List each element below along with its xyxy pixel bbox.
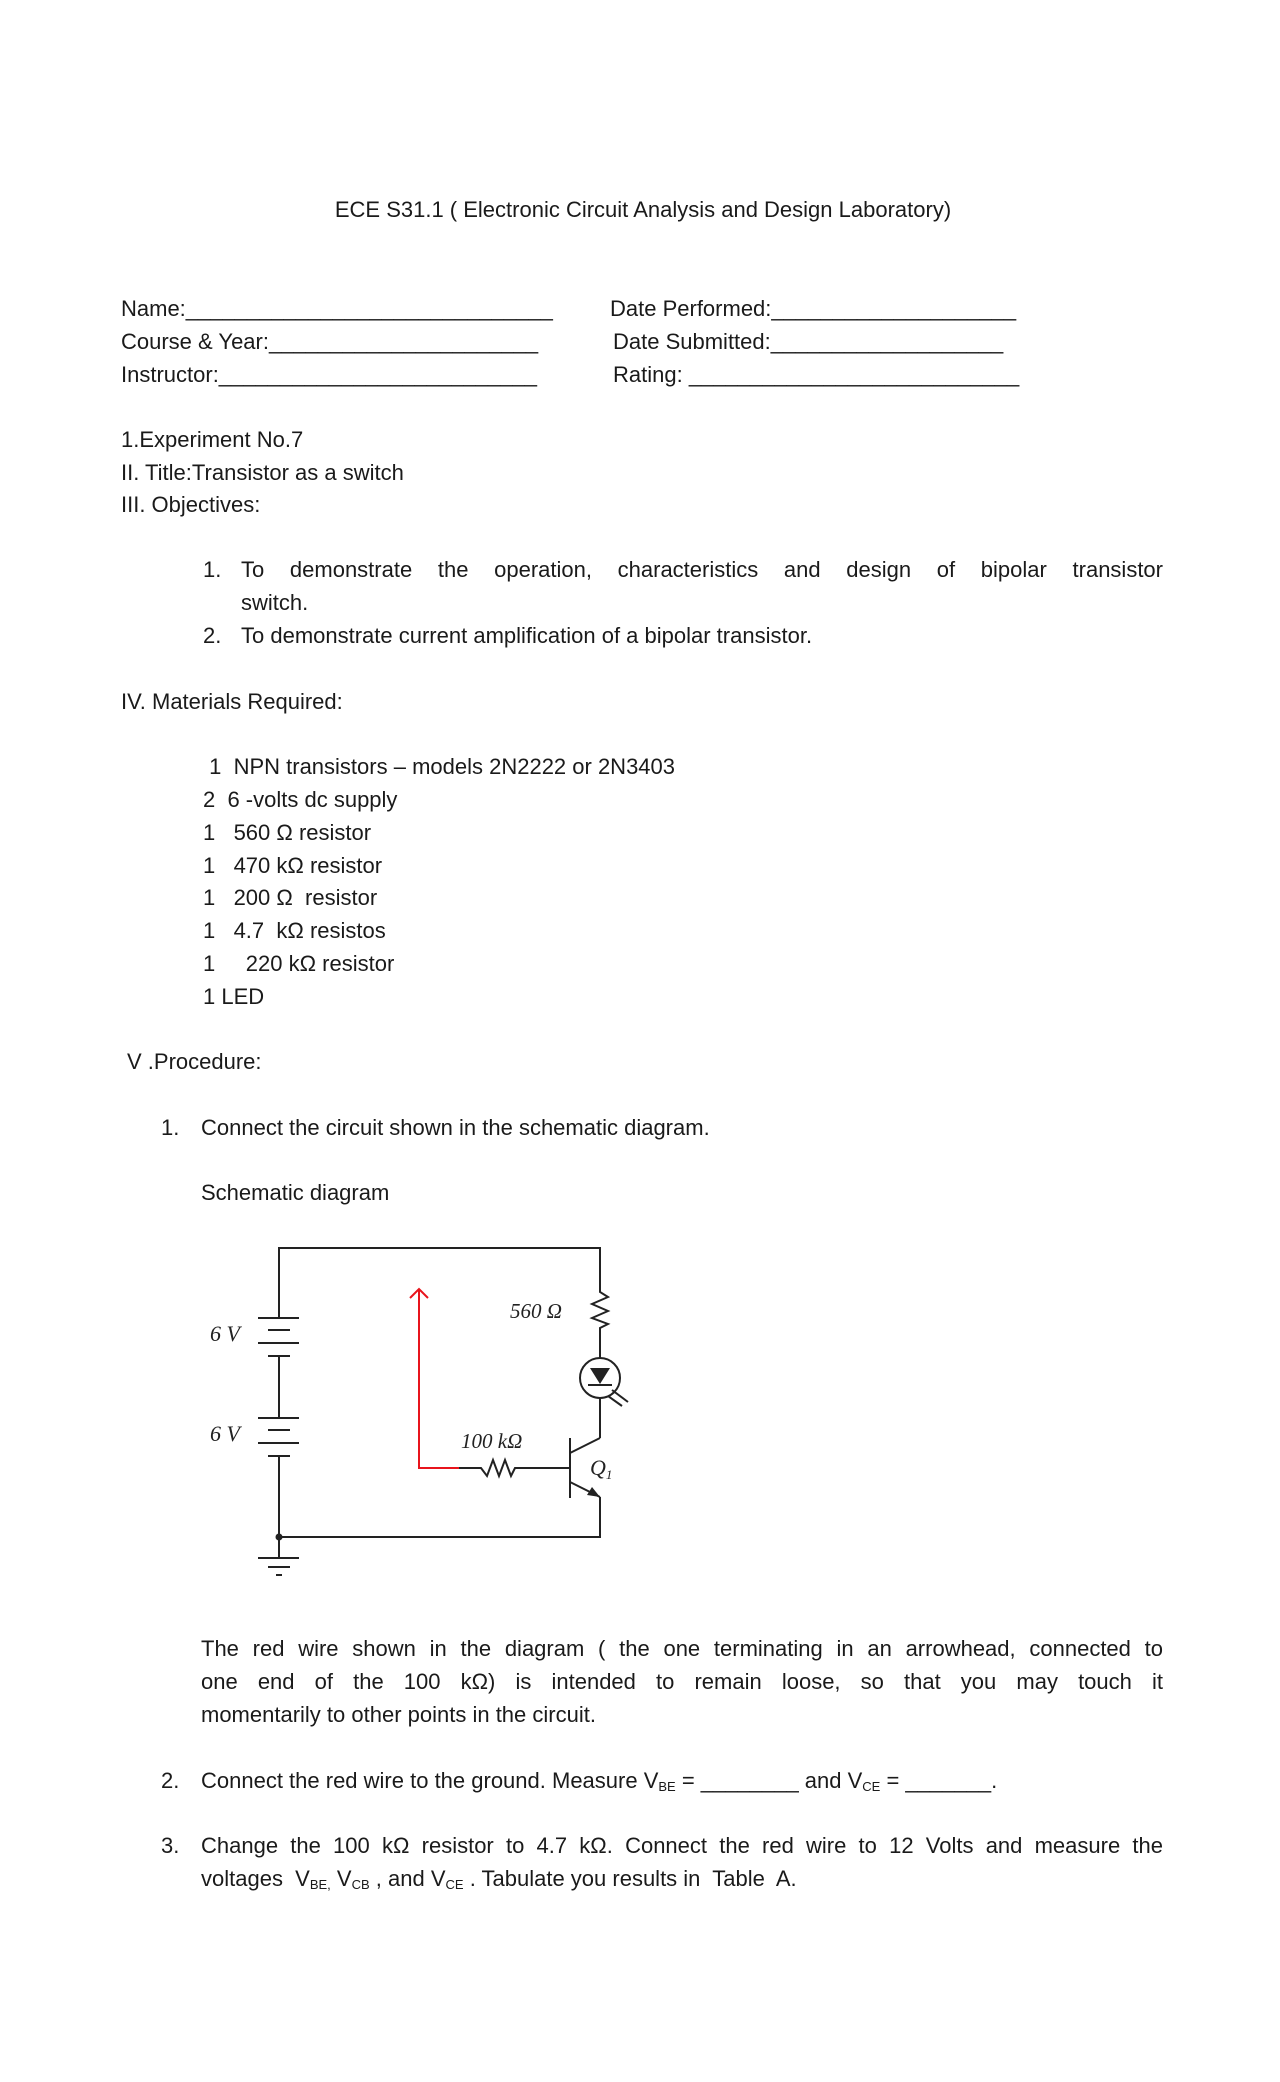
course-year-field[interactable]: Course & Year:______________________	[121, 329, 539, 354]
note-text: The red wire shown in the diagram ( the one terminating in an arrowhead, connected to	[201, 1636, 1163, 1661]
date-performed-field[interactable]: Date Performed:____________________	[610, 296, 1017, 321]
note-text: one end of the 100 kΩ) is intended to remain loose, so that you may touch it	[201, 1669, 1163, 1694]
material-item: 1 560 Ω resistor	[203, 820, 372, 845]
battery-1-label: 6 V	[210, 1321, 240, 1346]
resistor-560-label: 560 Ω	[510, 1299, 562, 1323]
battery-1-icon	[258, 1318, 299, 1356]
step-number: 1.	[161, 1115, 180, 1140]
experiment-title: II. Title:Transistor as a switch	[121, 460, 404, 485]
objectives-heading: III. Objectives:	[121, 492, 261, 517]
objective-number: 2.	[203, 623, 222, 648]
material-item: 1 4.7 kΩ resistos	[203, 918, 386, 943]
step-number: 3.	[161, 1833, 180, 1858]
emitter-arrow-icon	[587, 1487, 600, 1497]
material-item: 2 6 -volts dc supply	[203, 787, 398, 812]
material-item: 1 470 kΩ resistor	[203, 853, 383, 878]
step-text: Connect the red wire to the ground. Measure $V_{BE}$ = ________ and $V_{CE}$ = _______.	[201, 1768, 998, 1794]
ground-icon	[258, 1537, 299, 1575]
objective-text: To demonstrate current amplification of a bipolar transistor.	[241, 623, 813, 648]
step-text: voltages $V_{BE,}$ $V_{CB}$ , and $V_{CE}$ . Tabulate you results in Table A.	[201, 1866, 797, 1892]
instructor-field[interactable]: Instructor:__________________________	[121, 362, 537, 387]
material-item: 1 LED	[203, 984, 265, 1009]
experiment-number: 1.Experiment No.7	[121, 427, 304, 452]
procedure-heading: V .Procedure:	[127, 1049, 262, 1074]
note-text: momentarily to other points in the circuit.	[201, 1702, 596, 1727]
date-submitted-field[interactable]: Date Submitted:___________________	[613, 329, 1004, 354]
resistor-100k-label: 100 kΩ	[461, 1429, 523, 1453]
page-title: ECE S31.1 ( Electronic Circuit Analysis and Design Laboratory)	[334, 197, 952, 222]
ground-node	[276, 1534, 283, 1541]
step-text: Change the 100 kΩ resistor to 4.7 kΩ. Connect the red wire to 12 Volts and measure the	[201, 1833, 1163, 1858]
schematic-diagram	[180, 1230, 660, 1590]
schematic-label: Schematic diagram	[201, 1180, 390, 1205]
material-item: 1 200 Ω resistor	[203, 885, 378, 910]
step-text: Connect the circuit shown in the schematic diagram.	[201, 1115, 710, 1140]
material-item: 1 220 kΩ resistor	[203, 951, 395, 976]
led-triangle	[590, 1368, 610, 1384]
name-field[interactable]: Name:______________________________	[121, 296, 553, 321]
battery-2-icon	[258, 1418, 299, 1456]
resistor-100k-icon	[459, 1460, 570, 1476]
resistor-560-icon	[592, 1287, 608, 1358]
transistor-label: Q1	[590, 1455, 613, 1482]
red-wire	[419, 1290, 459, 1468]
material-item: 1 NPN transistors – models 2N2222 or 2N3403	[203, 754, 676, 779]
materials-heading: IV. Materials Required:	[121, 689, 343, 714]
objective-number: 1.	[203, 557, 222, 582]
step-number: 2.	[161, 1768, 180, 1793]
objective-text: switch.	[241, 590, 309, 615]
battery-2-label: 6 V	[210, 1421, 240, 1446]
rating-field[interactable]: Rating: ___________________________	[613, 362, 1020, 387]
objective-text: To demonstrate the operation, characteristics and design of bipolar transistor	[241, 557, 1163, 582]
